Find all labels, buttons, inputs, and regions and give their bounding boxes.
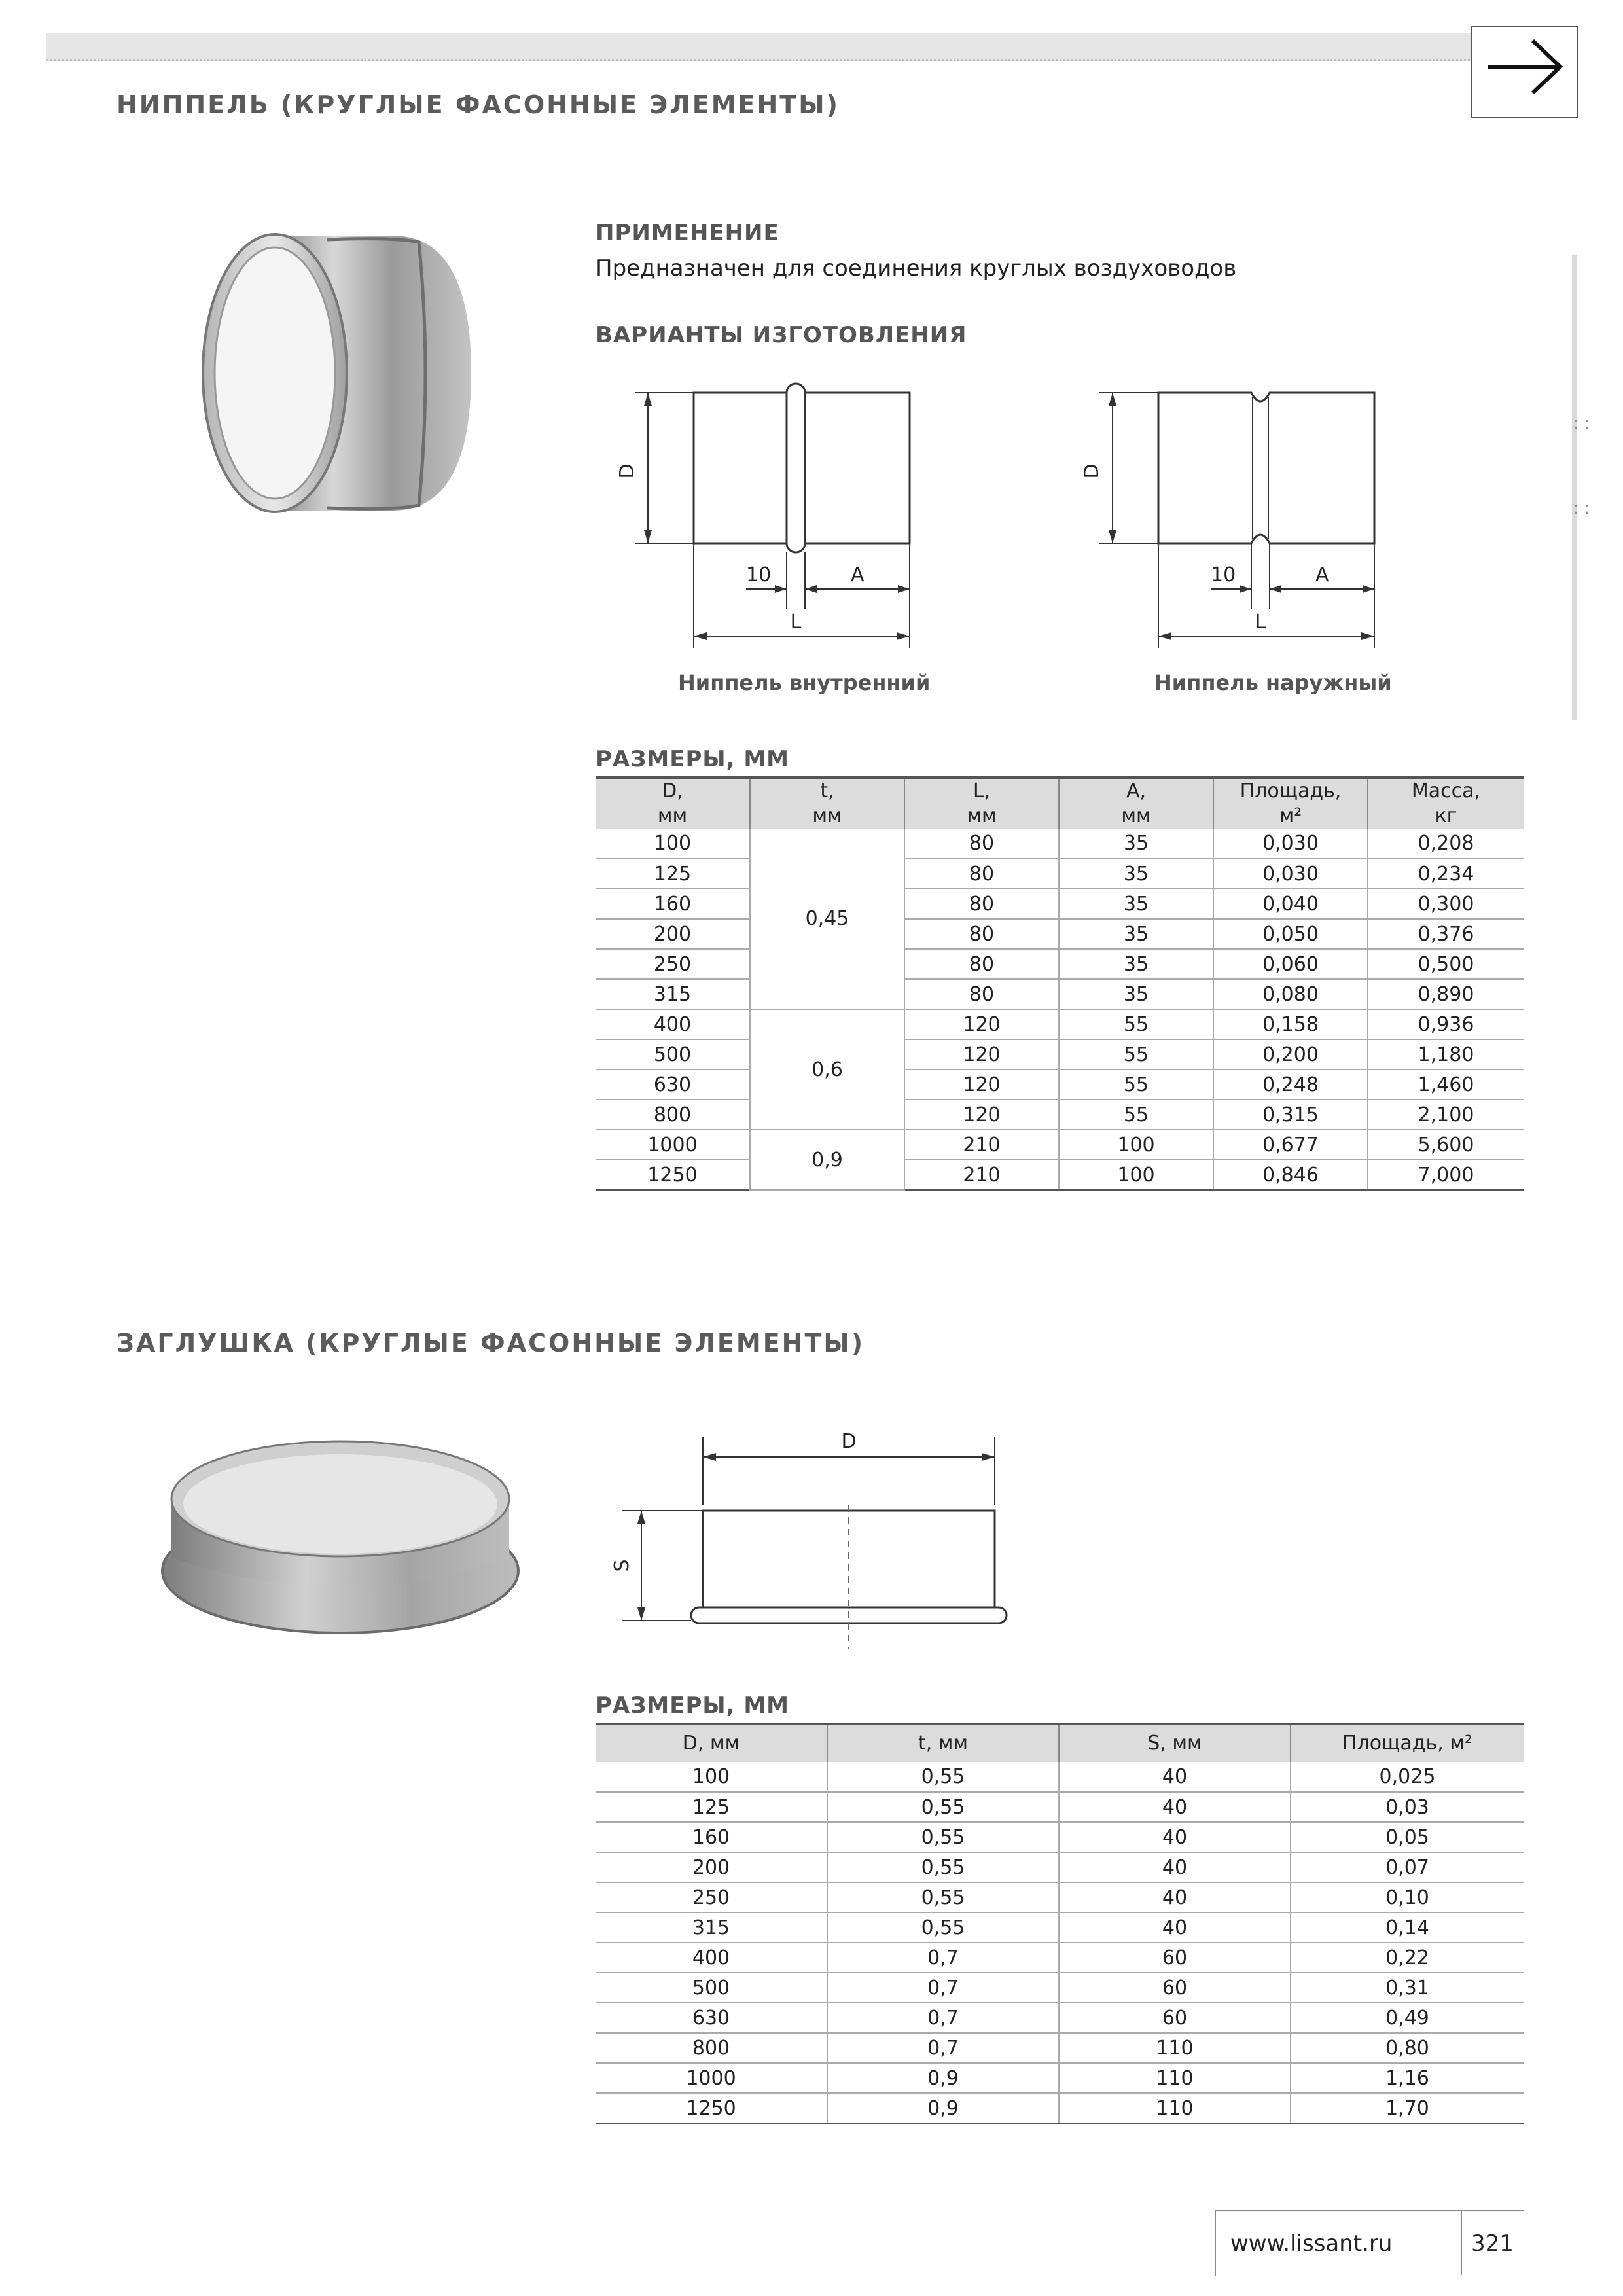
label-d: D [1080, 463, 1103, 479]
table-cell: 800 [596, 2033, 827, 2063]
label-d: D [616, 463, 639, 479]
next-page-button[interactable] [1471, 26, 1578, 118]
label-10: 10 [1211, 564, 1236, 586]
nipple-dimensions-table [596, 776, 1524, 1191]
table-cell: 60 [1059, 1943, 1291, 1973]
table-cell: 1000 [596, 2063, 827, 2093]
side-dots: : : [1573, 414, 1590, 433]
table-header-row [596, 1724, 1524, 1762]
label-10: 10 [746, 564, 772, 586]
table-row [596, 829, 1524, 859]
table-cell: 0,55 [827, 1822, 1059, 1852]
table-cell: 200 [596, 919, 750, 949]
table-cell: 80 [904, 949, 1059, 979]
table-cell: 0,9 [827, 2063, 1059, 2093]
table-row [596, 889, 1524, 919]
arrow-right-icon [1472, 27, 1577, 117]
table-row [596, 1943, 1524, 1973]
table-row [596, 1009, 1524, 1039]
table-cell: 35 [1059, 949, 1213, 979]
table-row [596, 1792, 1524, 1822]
table-cell: 630 [596, 2003, 827, 2033]
table-cell: 0,846 [1213, 1160, 1368, 1190]
table-cell: 0,500 [1368, 949, 1524, 979]
table-cell: 0,07 [1291, 1852, 1524, 1882]
table-cell: 55 [1059, 1039, 1213, 1069]
table-cell: 0,6 [750, 1009, 904, 1130]
table-cell: 500 [596, 1039, 750, 1069]
table-cell: 1000 [596, 1130, 750, 1160]
table-cell: 250 [596, 949, 750, 979]
table-cell: 315 [596, 1912, 827, 1943]
table-cell: 1,180 [1368, 1039, 1524, 1069]
table-cell: 500 [596, 1973, 827, 2003]
table-cell: 0,55 [827, 1762, 1059, 1792]
application-heading: ПРИМЕНЕНИЕ [596, 220, 779, 246]
application-text: Предназначен для соединения круглых воздуховодов [596, 255, 1237, 281]
table-cell: 35 [1059, 829, 1213, 859]
table-cell: 1,460 [1368, 1069, 1524, 1100]
website-link[interactable]: www.lissant.ru [1230, 2231, 1393, 2257]
table-cell: 0,7 [827, 2033, 1059, 2063]
table-cell: 0,7 [827, 1943, 1059, 1973]
table-cell: 60 [1059, 2003, 1291, 2033]
header-cell: t, мм [750, 778, 904, 829]
table-cell: 110 [1059, 2093, 1291, 2123]
table-cell: 0,080 [1213, 979, 1368, 1009]
table-cell: 40 [1059, 1912, 1291, 1943]
table-cell: 0,040 [1213, 889, 1368, 919]
table-cell: 110 [1059, 2033, 1291, 2063]
table-row [596, 1130, 1524, 1160]
table-cell: 120 [904, 1009, 1059, 1039]
table-row [596, 1882, 1524, 1912]
table-cell: 60 [1059, 1973, 1291, 2003]
table-cell: 2,100 [1368, 1100, 1524, 1130]
table-row [596, 1069, 1524, 1100]
table-cell: 40 [1059, 1762, 1291, 1792]
table-cell: 80 [904, 889, 1059, 919]
section-title-cap: ЗАГЛУШКА (КРУГЛЫЕ ФАСОННЫЕ ЭЛЕМЕНТЫ) [116, 1329, 865, 1357]
table-cell: 5,600 [1368, 1130, 1524, 1160]
table-row [596, 1100, 1524, 1130]
table-row [596, 2003, 1524, 2033]
table-cell: 100 [596, 829, 750, 859]
table-row [596, 2033, 1524, 2063]
table-header-row [596, 778, 1524, 829]
table-cell: 100 [1059, 1130, 1213, 1160]
table-row [596, 1762, 1524, 1792]
table-cell: 80 [904, 919, 1059, 949]
table-cell: 125 [596, 859, 750, 889]
side-rule [1572, 255, 1577, 720]
table-cell: 40 [1059, 1852, 1291, 1882]
table-cell: 0,31 [1291, 1973, 1524, 2003]
table-cell: 55 [1059, 1009, 1213, 1039]
table-cell: 0,050 [1213, 919, 1368, 949]
table-cell: 0,9 [827, 2093, 1059, 2123]
table-cell: 0,248 [1213, 1069, 1368, 1100]
table-cell: 35 [1059, 859, 1213, 889]
label-d: D [841, 1430, 857, 1453]
table-cell: 35 [1059, 919, 1213, 949]
table-cell: 315 [596, 979, 750, 1009]
table-row [596, 1912, 1524, 1943]
table-row [596, 919, 1524, 949]
table-cell: 0,677 [1213, 1130, 1368, 1160]
table-cell: 250 [596, 1882, 827, 1912]
table-cell: 0,22 [1291, 1943, 1524, 1973]
table-cell: 120 [904, 1069, 1059, 1100]
table-cell: 120 [904, 1100, 1059, 1130]
nipple-photo [196, 223, 484, 524]
header-cell: Площадь, м² [1213, 778, 1368, 829]
table-cell: 400 [596, 1009, 750, 1039]
side-dots: : : [1573, 499, 1590, 518]
outer-nipple-drawing [1080, 373, 1394, 661]
table-cell: 55 [1059, 1100, 1213, 1130]
dims-heading-cap: РАЗМЕРЫ, ММ [596, 1693, 790, 1719]
header-cell: L, мм [904, 778, 1059, 829]
table-cell: 0,7 [827, 1973, 1059, 2003]
table-row [596, 2063, 1524, 2093]
table-row [596, 1973, 1524, 2003]
table-cell: 0,025 [1291, 1762, 1524, 1792]
table-cell: 0,030 [1213, 829, 1368, 859]
table-cell: 0,158 [1213, 1009, 1368, 1039]
variants-heading: ВАРИАНТЫ ИЗГОТОВЛЕНИЯ [596, 322, 967, 348]
header-cell: D, мм [596, 778, 750, 829]
table-cell: 210 [904, 1160, 1059, 1190]
table-cell: 630 [596, 1069, 750, 1100]
table-cell: 55 [1059, 1069, 1213, 1100]
table-cell: 1,16 [1291, 2063, 1524, 2093]
table-cell: 0,208 [1368, 829, 1524, 859]
table-cell: 0,55 [827, 1912, 1059, 1943]
cap-drawing [602, 1414, 1060, 1662]
table-cell: 0,030 [1213, 859, 1368, 889]
header-cell: Масса, кг [1368, 778, 1524, 829]
table-cell: 800 [596, 1100, 750, 1130]
table-cell: 80 [904, 859, 1059, 889]
table-cell: 0,55 [827, 1852, 1059, 1882]
table-cell: 0,55 [827, 1792, 1059, 1822]
table-cell: 0,80 [1291, 2033, 1524, 2063]
header-cell: t, мм [827, 1724, 1059, 1762]
label-a: A [851, 564, 865, 586]
label-s: S [611, 1559, 633, 1572]
table-row [596, 1822, 1524, 1852]
table-cell: 0,05 [1291, 1822, 1524, 1852]
table-cell: 35 [1059, 889, 1213, 919]
table-cell: 0,45 [750, 829, 904, 1009]
table-cell: 100 [1059, 1160, 1213, 1190]
table-cell: 1,70 [1291, 2093, 1524, 2123]
cap-dimensions-table [596, 1723, 1524, 2124]
label-a: A [1315, 564, 1329, 586]
label-l: L [1255, 611, 1266, 634]
table-cell: 7,000 [1368, 1160, 1524, 1190]
table-cell: 40 [1059, 1822, 1291, 1852]
cap-photo [157, 1427, 524, 1656]
table-row [596, 859, 1524, 889]
table-cell: 80 [904, 979, 1059, 1009]
table-cell: 0,234 [1368, 859, 1524, 889]
table-cell: 0,315 [1213, 1100, 1368, 1130]
table-cell: 0,376 [1368, 919, 1524, 949]
table-cell: 0,9 [750, 1130, 904, 1190]
table-cell: 125 [596, 1792, 827, 1822]
table-cell: 400 [596, 1943, 827, 1973]
table-row [596, 1852, 1524, 1882]
table-cell: 35 [1059, 979, 1213, 1009]
table-cell: 80 [904, 829, 1059, 859]
label-l: L [790, 611, 802, 634]
table-row [596, 2093, 1524, 2123]
section-title-nipple: НИППЕЛЬ (КРУГЛЫЕ ФАСОННЫЕ ЭЛЕМЕНТЫ) [116, 90, 840, 119]
table-row [596, 979, 1524, 1009]
table-row [596, 1039, 1524, 1069]
table-cell: 0,936 [1368, 1009, 1524, 1039]
header-cell: A, мм [1059, 778, 1213, 829]
header-bar [46, 33, 1577, 61]
dims-heading-nipple: РАЗМЕРЫ, ММ [596, 746, 790, 772]
header-cell: D, мм [596, 1724, 827, 1762]
table-cell: 0,060 [1213, 949, 1368, 979]
table-cell: 110 [1059, 2063, 1291, 2093]
table-cell: 0,890 [1368, 979, 1524, 1009]
table-cell: 40 [1059, 1882, 1291, 1912]
table-cell: 1250 [596, 1160, 750, 1190]
table-cell: 0,300 [1368, 889, 1524, 919]
caption-inner-nipple: Ниппель внутренний [678, 670, 931, 695]
table-cell: 120 [904, 1039, 1059, 1069]
table-row [596, 949, 1524, 979]
table-cell: 0,200 [1213, 1039, 1368, 1069]
table-cell: 210 [904, 1130, 1059, 1160]
table-cell: 160 [596, 889, 750, 919]
table-cell: 0,10 [1291, 1882, 1524, 1912]
table-cell: 0,14 [1291, 1912, 1524, 1943]
table-cell: 160 [596, 1822, 827, 1852]
header-cell: Площадь, м² [1291, 1724, 1524, 1762]
table-cell: 100 [596, 1762, 827, 1792]
caption-outer-nipple: Ниппель наружный [1154, 670, 1392, 695]
table-cell: 0,55 [827, 1882, 1059, 1912]
table-cell: 0,7 [827, 2003, 1059, 2033]
footer-divider [1461, 2210, 1462, 2275]
table-cell: 40 [1059, 1792, 1291, 1822]
table-cell: 200 [596, 1852, 827, 1882]
table-row [596, 1160, 1524, 1190]
page-number: 321 [1471, 2231, 1514, 2257]
header-cell: S, мм [1059, 1724, 1291, 1762]
table-cell: 0,49 [1291, 2003, 1524, 2033]
table-cell: 0,03 [1291, 1792, 1524, 1822]
table-cell: 1250 [596, 2093, 827, 2123]
inner-nipple-drawing [615, 373, 929, 661]
